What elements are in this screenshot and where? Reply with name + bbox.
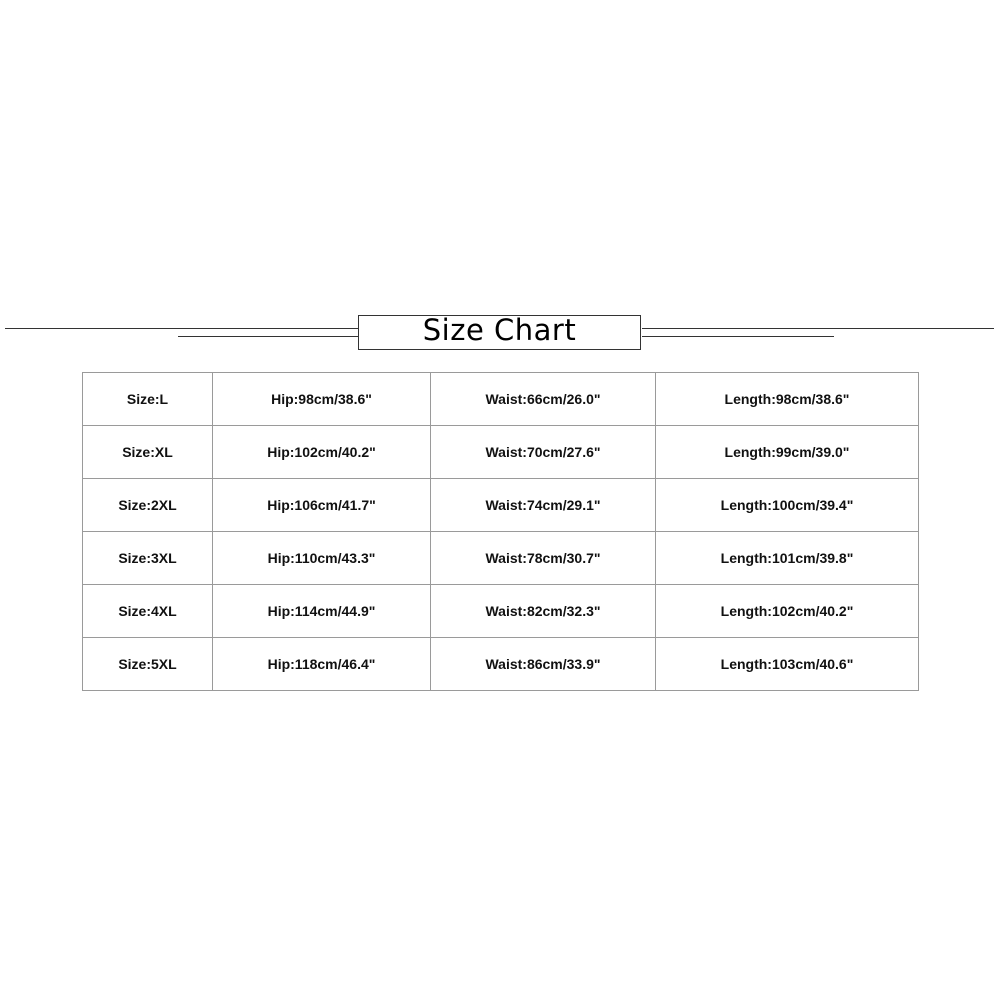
- divider-inner-right: [642, 336, 834, 337]
- waist-cell: Waist:78cm/30.7": [431, 532, 656, 585]
- waist-cell: Waist:86cm/33.9": [431, 638, 656, 691]
- length-cell: Length:100cm/39.4": [656, 479, 919, 532]
- title-box: [358, 315, 641, 350]
- divider-outer-left: [5, 328, 360, 329]
- length-cell: Length:99cm/39.0": [656, 426, 919, 479]
- table-row: [83, 532, 919, 585]
- length-cell: Length:103cm/40.6": [656, 638, 919, 691]
- size-cell: Size:3XL: [83, 532, 213, 585]
- hip-cell: Hip:114cm/44.9": [213, 585, 431, 638]
- length-cell: Length:98cm/38.6": [656, 373, 919, 426]
- hip-cell: Hip:98cm/38.6": [213, 373, 431, 426]
- hip-cell: Hip:110cm/43.3": [213, 532, 431, 585]
- waist-cell: Waist:66cm/26.0": [431, 373, 656, 426]
- page-title: Size Chart: [422, 313, 577, 347]
- hip-cell: Hip:102cm/40.2": [213, 426, 431, 479]
- size-cell: Size:4XL: [83, 585, 213, 638]
- hip-cell: Hip:106cm/41.7": [213, 479, 431, 532]
- length-cell: Length:102cm/40.2": [656, 585, 919, 638]
- waist-cell: Waist:82cm/32.3": [431, 585, 656, 638]
- table-row: [83, 638, 919, 691]
- length-cell: Length:101cm/39.8": [656, 532, 919, 585]
- divider-outer-right: [642, 328, 994, 329]
- size-cell: Size:2XL: [83, 479, 213, 532]
- table-row: [83, 585, 919, 638]
- table-row: [83, 479, 919, 532]
- size-chart-table: [82, 372, 919, 691]
- waist-cell: Waist:70cm/27.6": [431, 426, 656, 479]
- waist-cell: Waist:74cm/29.1": [431, 479, 656, 532]
- table-row: [83, 373, 919, 426]
- size-cell: Size:5XL: [83, 638, 213, 691]
- divider-inner-left: [178, 336, 360, 337]
- hip-cell: Hip:118cm/46.4": [213, 638, 431, 691]
- table-row: [83, 426, 919, 479]
- size-cell: Size:XL: [83, 426, 213, 479]
- size-cell: Size:L: [83, 373, 213, 426]
